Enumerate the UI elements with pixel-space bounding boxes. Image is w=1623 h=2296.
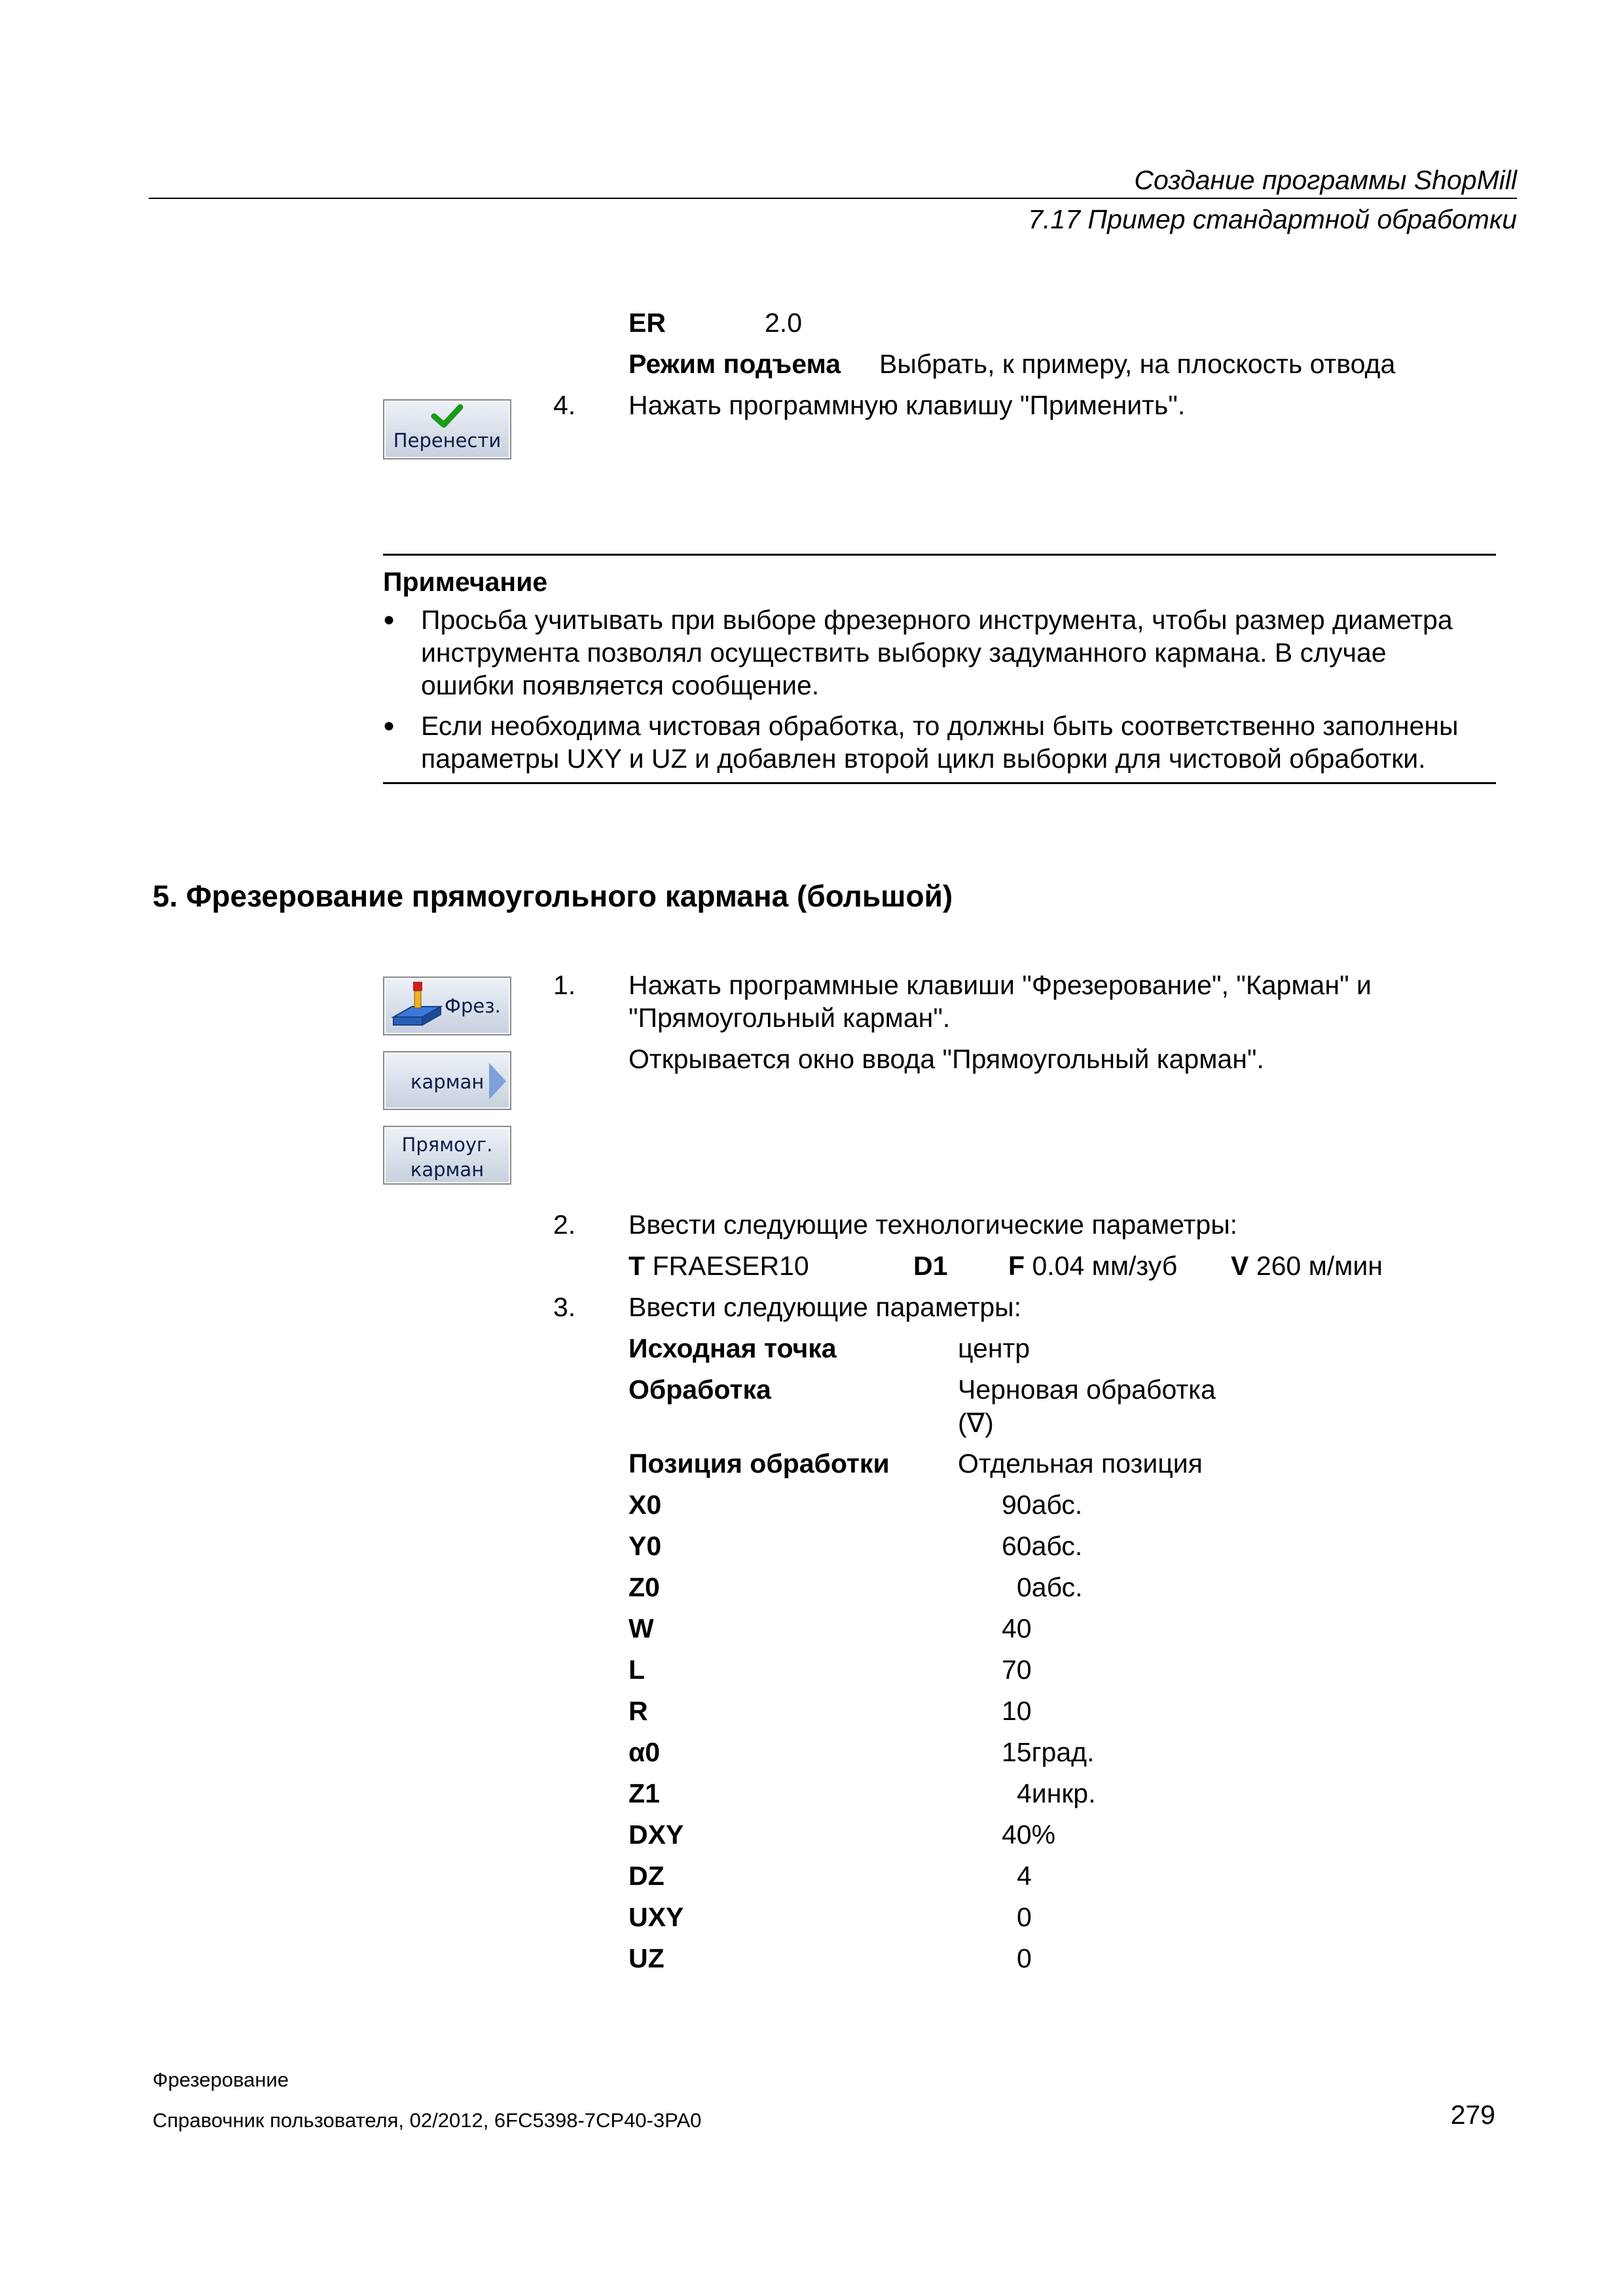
page-number: 279 xyxy=(1450,2100,1495,2130)
step-2-text: Ввести следующие технологические параметры: xyxy=(629,1210,1238,1240)
header-rule xyxy=(149,198,1517,199)
note-bullet-2-dot: ● xyxy=(383,715,395,736)
mill-softkey[interactable] xyxy=(383,977,511,1035)
param-label: X0 xyxy=(629,1490,662,1520)
note-bullet-2-line-1: Если необходима чистовая обработка, то должны быть соответственно заполнены xyxy=(421,711,1459,741)
param-value: 90абс. xyxy=(1002,1490,1083,1520)
step-3-text: Ввести следующие параметры: xyxy=(629,1292,1022,1322)
param-value-retract-mode: Выбрать, к примеру, на плоскость отвода xyxy=(879,349,1396,379)
step-2-number: 2. xyxy=(553,1210,576,1240)
apply-softkey-label: Перенести xyxy=(393,429,501,452)
note-top-rule xyxy=(383,554,1496,556)
tech-speed xyxy=(1231,1251,1383,1282)
param-value: 0абс. xyxy=(1017,1572,1083,1602)
param-label: R xyxy=(629,1696,648,1726)
param-value: 40 xyxy=(1002,1613,1032,1643)
param-label: Y0 xyxy=(629,1531,662,1561)
tech-feed-label: F xyxy=(1008,1251,1025,1281)
param-label: Z1 xyxy=(629,1778,660,1808)
rect-pocket-softkey-line-2: карман xyxy=(410,1158,484,1181)
param-value: 15град. xyxy=(1002,1737,1095,1767)
step-4-text: Нажать программную клавишу "Применить". xyxy=(629,390,1186,420)
step-1-line-2: "Прямоугольный карман". xyxy=(629,1003,951,1033)
section-heading: 5. Фрезерование прямоугольного кармана (большой) xyxy=(153,879,953,913)
param-label: UXY xyxy=(629,1902,684,1932)
param-value-roughing-symbol: (∇) xyxy=(958,1408,994,1438)
param-label: DZ xyxy=(629,1861,665,1891)
param-value: Отдельная позиция xyxy=(958,1448,1203,1479)
apply-softkey[interactable] xyxy=(383,399,511,459)
tech-cutting-edge: D1 xyxy=(913,1251,948,1281)
milling-icon xyxy=(390,980,445,1031)
note-bottom-rule xyxy=(383,782,1496,784)
param-value: 4 xyxy=(1017,1861,1032,1891)
param-label: L xyxy=(629,1655,646,1685)
checkmark-icon xyxy=(428,403,467,429)
param-label: Z0 xyxy=(629,1572,660,1602)
pocket-softkey[interactable] xyxy=(383,1051,511,1110)
tech-tool-value: FRAESER10 xyxy=(652,1251,809,1281)
note-title: Примечание xyxy=(383,567,548,597)
running-header-section: 7.17 Пример стандартной обработки xyxy=(1028,204,1517,234)
param-value: 4инкр. xyxy=(1017,1778,1096,1808)
param-label: Позиция обработки xyxy=(629,1448,890,1479)
tech-feed xyxy=(1008,1251,1177,1282)
param-value: Черновая обработка xyxy=(958,1374,1216,1405)
param-label-er: ER xyxy=(629,308,666,338)
param-value: 10 xyxy=(1002,1696,1032,1726)
param-label: UZ xyxy=(629,1943,665,1973)
note-bullet-1-line-2: инструмента позволял осуществить выборку задуманного кармана. В случае xyxy=(421,637,1387,668)
footer-chapter: Фрезерование xyxy=(153,2068,289,2091)
tech-tool-label: T xyxy=(629,1251,646,1281)
step-1-line-1: Нажать программные клавиши "Фрезерование", "Карман" и xyxy=(629,970,1372,1000)
arrow-right-icon xyxy=(488,1062,507,1101)
param-label-retract-mode: Режим подъема xyxy=(629,349,841,379)
tech-speed-label: V xyxy=(1231,1251,1249,1281)
param-value: 70 xyxy=(1002,1655,1032,1685)
step-3-number: 3. xyxy=(553,1292,576,1322)
note-bullet-1-dot: ● xyxy=(383,609,395,630)
step-4-number: 4. xyxy=(553,390,576,420)
param-label: α0 xyxy=(629,1737,661,1767)
rect-pocket-softkey[interactable] xyxy=(383,1126,511,1185)
param-label: Обработка xyxy=(629,1374,771,1405)
param-value: 40% xyxy=(1002,1820,1056,1850)
param-value: 60абс. xyxy=(1002,1531,1083,1561)
pocket-softkey-label: карман xyxy=(410,1071,484,1093)
param-value: 0 xyxy=(1017,1902,1032,1932)
note-bullet-1-line-3: ошибки появляется сообщение. xyxy=(421,670,820,700)
rect-pocket-softkey-line-1: Прямоуг. xyxy=(401,1134,493,1156)
param-value: 0 xyxy=(1017,1943,1032,1973)
footer-manual: Справочник пользователя, 02/2012, 6FC5398-7CP40-3PA0 xyxy=(153,2109,702,2132)
running-header-chapter: Создание программы ShopMill xyxy=(1134,165,1517,195)
param-label: DXY xyxy=(629,1820,684,1850)
note-bullet-2-line-2: параметры UXY и UZ и добавлен второй цикл выборки для чистовой обработки. xyxy=(421,744,1426,774)
mill-softkey-label: Фрез. xyxy=(445,995,501,1017)
param-value-er: 2.0 xyxy=(765,308,802,338)
param-label: Исходная точка xyxy=(629,1333,837,1363)
step-1-number: 1. xyxy=(553,970,576,1000)
note-bullet-1-line-1: Просьба учитывать при выборе фрезерного инструмента, чтобы размер диаметра xyxy=(421,605,1453,635)
step-1-line-3: Открывается окно ввода "Прямоугольный карман". xyxy=(629,1044,1264,1074)
param-value: центр xyxy=(958,1333,1030,1363)
tech-tool xyxy=(629,1251,809,1282)
tech-feed-value: 0.04 мм/зуб xyxy=(1032,1251,1178,1281)
tech-speed-value: 260 м/мин xyxy=(1256,1251,1383,1281)
param-label: W xyxy=(629,1613,654,1643)
